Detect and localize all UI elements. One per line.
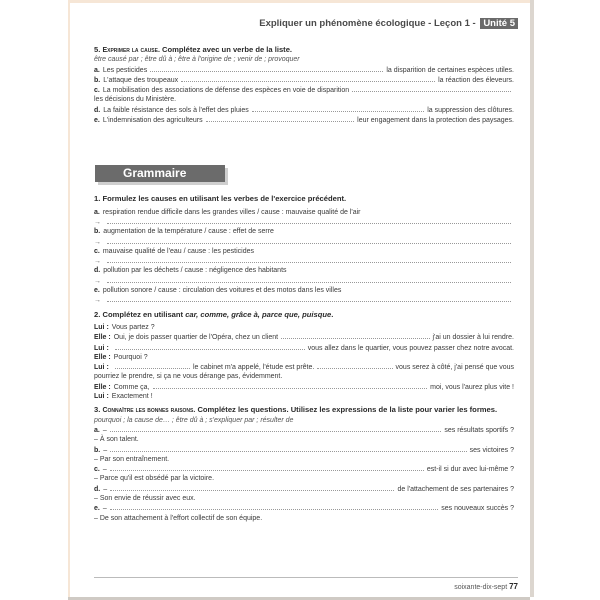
exercise-title: 1. Formulez les causes en utilisant les verbes de l'exercice précédent. xyxy=(94,194,347,204)
exercise-item: d. pollution par les déchets / cause : négligence des habitants xyxy=(94,267,287,275)
dialogue-line: Lui : Exactement ! xyxy=(94,393,153,401)
exercise-1 xyxy=(94,194,514,305)
answer-text: – Parce qu'il est obsédé par la victoire. xyxy=(94,475,215,483)
dialogue-line: Lui : le cabinet m'a appelé, l'étude est prête. vous serez à côté, j'ai pensé que vous xyxy=(94,364,514,372)
question-line: d. – de l'attachement de ses partenaires ? xyxy=(94,485,514,493)
workbook-page xyxy=(68,0,530,597)
answer-line xyxy=(94,256,514,266)
exercise-5 xyxy=(94,45,514,125)
arrow-icon: → xyxy=(94,277,101,285)
question-line: b. – ses victoires ? xyxy=(94,446,514,454)
answer-blank[interactable] xyxy=(107,256,511,263)
answer-line xyxy=(94,295,514,305)
answer-line xyxy=(94,276,514,286)
answer-line xyxy=(94,237,514,247)
answer-blank[interactable] xyxy=(107,217,511,224)
exercise-title: 2. Complétez en utilisant car, comme, grâce à, parce que, puisque. xyxy=(94,309,334,319)
answer-blank[interactable] xyxy=(153,382,428,389)
answer-text: – Par son entraînement. xyxy=(94,455,170,463)
page-number-words: soixante-dix-sept xyxy=(454,584,508,591)
answer-blank[interactable] xyxy=(252,105,424,112)
page-number: 77 xyxy=(509,582,518,591)
exercise-item: a. respiration rendue difficile dans les grandes villes / cause : mauvaise qualité de l'air xyxy=(94,208,361,216)
answer-blank[interactable] xyxy=(352,85,511,92)
question-line: a. – ses résultats sportifs ? xyxy=(94,426,514,434)
exercise-item: d. La faible résistance des sols à l'effet des pluies la suppression des clôtures. xyxy=(94,106,514,114)
answer-blank[interactable] xyxy=(115,343,305,350)
answer-blank[interactable] xyxy=(107,237,511,244)
exercise-item: e. pollution sonore / cause : circulation des voitures et des motos dans les villes xyxy=(94,287,342,295)
answer-text: – À son talent. xyxy=(94,436,139,444)
answer-blank[interactable] xyxy=(181,75,435,82)
answer-text: – Son envie de réussir avec eux. xyxy=(94,494,196,502)
arrow-icon: → xyxy=(94,297,101,305)
exercise-item: b. L'attaque des troupeaux la réaction des éleveurs. xyxy=(94,76,514,84)
word-list: être causé par ; être dû à ; être à l'origine de ; venir de ; provoquer xyxy=(94,56,300,64)
answer-blank[interactable] xyxy=(281,332,429,339)
answer-blank[interactable] xyxy=(107,276,511,283)
answer-blank[interactable] xyxy=(317,362,392,369)
item-continuation: les décisions du Ministère. xyxy=(94,96,177,104)
answer-blank[interactable] xyxy=(206,115,355,122)
exercise-item: c. mauvaise qualité de l'eau / cause : les pesticides xyxy=(94,247,254,255)
dialogue-line: Lui : Vous partez ? xyxy=(94,323,155,331)
answer-blank[interactable] xyxy=(110,425,442,432)
exercise-item: e. L'indemnisation des agriculteurs leur engagement dans la protection des paysages. xyxy=(94,117,514,125)
answer-text: – De son attachement à l'effort collectif de son équipe. xyxy=(94,514,263,522)
dialogue-line: Elle : Comme ça, moi, vous l'aurez plus vite ! xyxy=(94,383,514,391)
unit-badge: Unité 5 xyxy=(480,18,518,29)
answer-blank[interactable] xyxy=(110,445,467,452)
word-list: pourquoi ; la cause de… ; être dû à ; s'expliquer par ; résulter de xyxy=(94,416,294,424)
exercise-title: 5. Exprimer la cause. Complétez avec un verbe de la liste. xyxy=(94,45,293,54)
answer-blank[interactable] xyxy=(110,503,438,510)
lesson-title: Expliquer un phénomène écologique - Leçon 1 - xyxy=(259,18,476,29)
dialogue-line: Lui : vous allez dans le quartier, vous pouvez passer chez notre avocat. xyxy=(94,344,514,352)
exercise-title: 3. Connaître les bonnes raisons. Complétez les questions. Utilisez les expressions de la liste pour varier les formes. xyxy=(94,405,498,415)
answer-blank[interactable] xyxy=(115,362,190,369)
dialogue-line: Elle : Oui, je dois passer quartier de l'Opéra, chez un client j'ai un dossier à lui rendre. xyxy=(94,334,514,342)
exercise-item: c. La mobilisation des associations de défense des espèces en voie de disparition xyxy=(94,85,514,95)
question-line: e. – ses nouveaux succès ? xyxy=(94,505,514,513)
arrow-icon: → xyxy=(94,218,101,226)
answer-line xyxy=(94,217,514,227)
exercise-item: a. Les pesticides la disparition de certaines espèces utiles. xyxy=(94,66,514,74)
arrow-icon: → xyxy=(94,258,101,266)
dialogue-continuation: pourriez le prendre, si ça ne vous dérange pas, évidemment. xyxy=(94,373,283,381)
exercise-item: b. augmentation de la température / cause : effet de serre xyxy=(94,228,274,236)
answer-blank[interactable] xyxy=(110,484,394,491)
arrow-icon: → xyxy=(94,238,101,246)
page-header xyxy=(70,18,518,29)
page-content xyxy=(94,45,514,523)
section-banner: Grammaire xyxy=(95,165,225,182)
answer-blank[interactable] xyxy=(110,464,424,471)
dialogue-line: Elle : Pourquoi ? xyxy=(94,353,148,361)
page-footer xyxy=(94,577,518,591)
exercise-3 xyxy=(94,405,514,523)
exercise-2 xyxy=(94,310,514,402)
question-line: c. – est-il si dur avec lui-même ? xyxy=(94,466,514,474)
answer-blank[interactable] xyxy=(107,295,511,302)
answer-blank[interactable] xyxy=(150,65,383,72)
